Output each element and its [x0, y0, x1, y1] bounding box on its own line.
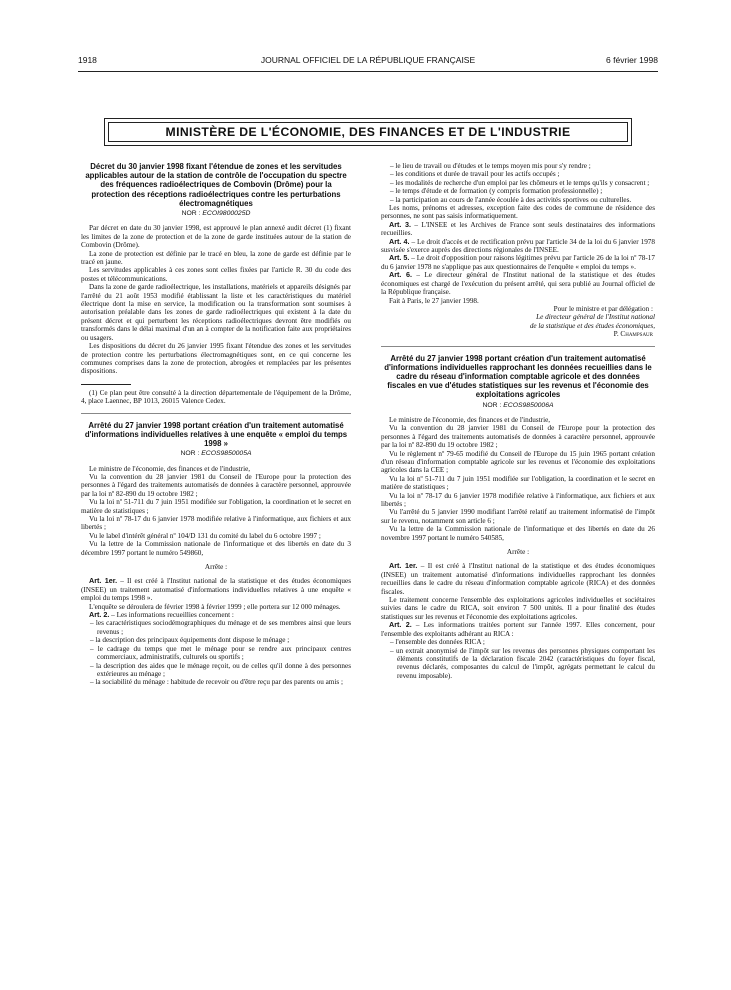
article-text: – Il est créé à l'Institut national de la statistique et des études économiques (INSEE) un traitement automatisé d'informations individuelles relatives à une enquête « emploi du temps 1998 ».: [81, 577, 351, 603]
visa: Vu la loi nº 51-711 du 7 juin 1951 modifiée sur l'obligation, la coordination et le secret en matière de statistiques ;: [381, 474, 655, 492]
visa: Vu la lettre de la Commission nationale de l'informatique et des libertés en date du 3 décembre 1997 portant le numéro 549860,: [81, 540, 351, 557]
signature-line: Pour le ministre et par délégation :: [553, 304, 653, 313]
decret-footnote: (1) Ce plan peut être consulté à la direction départementale de l'équipement de la Drôme, 4, place Laennec, BP 1013, 26015 Valence Cedex.: [81, 388, 351, 406]
article-text: – Les informations traitées portent sur l'année 1997. Elles concernent, pour l'ensemble des exploitants adhérant au RICA :: [381, 621, 655, 638]
visa: Vu la loi nº 78-17 du 6 janvier 1978 modifiée relative à l'informatique, aux fichiers et aux libertés ;: [381, 491, 655, 509]
article-1: [81, 577, 351, 602]
visa: Vu la loi nº 78-17 du 6 janvier 1978 modifiée relative à l'informatique, aux fichiers et aux libertés ;: [81, 515, 351, 532]
article-1-text2: Le traitement concerne l'ensemble des exploitations agricoles individuelles et sociétaires suivies dans le cadre du RICA, soit environ 7 500 unités. Il a pour finalité des études statistiques sur les revenus et l'économie des exploitations agricoles.: [381, 596, 655, 621]
arrete2-title: Arrêté du 27 janvier 1998 portant création d'un traitement automatisé d'informations individuelles rapprochant les données recueillies dans le cadre du réseau d'information comptable agricole et des données fiscales en vue d'études statistiques sur les revenus et l'économie des exploitations agricoles: [384, 353, 652, 400]
article-label: Art. 1er.: [89, 576, 118, 586]
article-label: Art. 6.: [389, 270, 412, 280]
article-2: [381, 621, 655, 638]
article-label: Art. 1er.: [389, 561, 418, 571]
article-5: [381, 254, 655, 271]
list-item: – la sociabilité du ménage : habitude de recevoir ou d'être reçu par des parents ou amis ;: [90, 678, 351, 686]
list-item: – l'ensemble des données RICA ;: [390, 638, 655, 646]
header-rule: [78, 71, 658, 72]
visa: Vu l'arrêté du 5 janvier 1990 modifiant l'arrêté relatif au traitement informatisé de l'impôt sur le revenu, notamment son article 6 ;: [381, 508, 655, 525]
article-text: – Les informations recueillies concernent :: [109, 611, 234, 620]
list-item: – le temps d'étude et de formation (y compris formation professionnelle) ;: [390, 187, 655, 195]
article-4: [381, 238, 655, 255]
visa: Vu la convention du 28 janvier 1981 du Conseil de l'Europe pour la protection des personnes à l'égard des traitements automatisés de données à caractère personnel, approuvée par la loi nº 82-890 du 19 octobre 1982 ;: [81, 472, 351, 498]
article-text: – L'INSEE et les Archives de France sont seuls destinataires des informations recueillies.: [381, 220, 655, 238]
article-2-after: Les noms, prénoms et adresses, exception faite des codes de commune de résidence des personnes, ne sont pas saisis informatiquement.: [381, 204, 655, 221]
article-label: Art. 2.: [89, 610, 110, 620]
signatory-name: P. Champsaur: [613, 330, 653, 339]
left-column: [81, 162, 351, 687]
article-label: Art. 2.: [389, 620, 412, 630]
article-3: [381, 221, 655, 238]
decret-paragraph: La zone de protection est définie par le tracé en bleu, la zone de garde est définie par le tracé en jaune.: [81, 249, 351, 267]
visa: Le ministre de l'économie, des finances et de l'industrie,: [389, 415, 551, 424]
decret-paragraph: Les dispositions du décret du 26 janvier 1995 fixant l'étendue des zones et les servitudes de protection contre les perturbations électromagnétiques sont, en ce qui concerne les communes comprises dans la zone de protection, abrogées et remplacées par les présentes dispositions.: [81, 342, 351, 376]
visa: Vu la lettre de la Commission nationale de l'informatique et des libertés en date du 26 novembre 1997 portant le numéro 540585,: [381, 525, 655, 542]
list-item: – un extrait anonymisé de l'impôt sur les revenus des personnes physiques comportant les éléments constitutifs de la déclaration fiscale 2042 (caractéristiques du foyer fiscal, revenus déclarés, composantes du calcul de l'impôt, agrégats permettant le calcul du revenu imposable).: [390, 647, 655, 681]
decret-paragraph: Dans la zone de garde radioélectrique, les installations, matériels et appareils désignés par l'arrêté du 21 août 1953 modifié établissant la liste et les caractéristiques du matériel électrique dont la mise en service, la modification ou la transformation sont soumises à autorisation préalable dans les zones de garde radioélectriques qui existent à la date du présent décret et qui perturbent les réceptions radioélectriques devront être modifiés ou transformés dans le délai maximal d'un an à compter de la notification faite aux propriétaires ou usagers.: [81, 283, 351, 342]
decret-paragraph: Par décret en date du 30 janvier 1998, est approuvé le plan annexé audit décret (1) fixant les limites de la zone de protection et de la zone de garde instituées autour de la station de Combovin (Drôme).: [81, 224, 351, 250]
arrete1-title: Arrêté du 27 janvier 1998 portant création d'un traitement automatisé d'informations individuelles relatives à une enquête « emploi du temps 1998 »: [84, 420, 348, 448]
article-2-list-continued: [381, 162, 655, 204]
article-text: – Le droit d'opposition pour raisons légitimes prévu par l'article 26 de la loi nº 78-17 du 6 janvier 1978 ne s'applique pas aux questionnaires de l'enquête « emploi du temps ».: [381, 254, 655, 271]
nor-label: NOR :: [181, 210, 201, 218]
article-text: – Il est créé à l'Institut national de la statistique et des études économiques (INSEE) un traitement automatisé d'informations individuelles rapprochant les données recueillies dans le cadre du réseau d'information comptable agricole (RICA) et des données fiscales.: [381, 562, 655, 596]
article-label: Art. 3.: [389, 219, 411, 229]
list-item: – les modalités de recherche d'un emploi par les chômeurs et le temps qu'ils y consacrent ;: [390, 179, 655, 187]
fait-a-paris: Fait à Paris, le 27 janvier 1998.: [389, 296, 479, 305]
nor-code: ECOI9800025D: [202, 210, 251, 218]
list-item: – les conditions et durée de travail pour les actifs occupés ;: [390, 170, 655, 178]
footnote-rule: [81, 384, 131, 385]
signature-line: de la statistique et des études économiques,: [529, 321, 655, 330]
visa: Vu le règlement nº 79-65 modifié du Conseil de l'Europe du 15 juin 1965 portant création d'un réseau d'information comptable agricole sur les revenus et l'économie des exploitations agricoles dans la CEE ;: [381, 449, 655, 475]
list-item: – la description des aides que le ménage reçoit, ou de celles qu'il donne à des personnes extérieures au ménage ;: [90, 662, 351, 679]
nor-label: NOR :: [180, 450, 200, 458]
article-1-text2: L'enquête se déroulera de février 1998 à février 1999 ; elle portera sur 12 000 ménages.: [89, 602, 341, 611]
article-label: Art. 4.: [389, 236, 410, 246]
nor-code: ECOS9850005A: [201, 450, 252, 458]
nor-code: ECOS9850006A: [503, 401, 554, 409]
visa: Vu la convention du 28 janvier 1981 du Conseil de l'Europe pour la protection des personnes à l'égard des traitements automatisés de données à caractère personnel, approuvée par la loi nº 82-890 du 19 octobre 1982 ;: [381, 424, 655, 450]
arrete-label: Arrête :: [204, 563, 228, 572]
list-item: – les caractéristiques sociodémographiques du ménage et de ses membres ainsi que leurs revenus ;: [90, 619, 351, 636]
decret-nor: [81, 210, 351, 218]
arrete1-nor: [81, 450, 351, 458]
signature-line: Le directeur général de l'Institut national: [536, 313, 655, 322]
ministry-title: MINISTÈRE DE L'ÉCONOMIE, DES FINANCES ET DE L'INDUSTRIE: [165, 125, 571, 139]
article-2-list: [381, 638, 655, 680]
list-item: – la description des principaux équipements dont dispose le ménage ;: [90, 636, 351, 644]
list-item: – le lieu de travail ou d'études et le temps moyen mis pour s'y rendre ;: [390, 162, 655, 170]
visa: Le ministre de l'économie, des finances et de l'industrie,: [89, 464, 251, 473]
page-number: 1918: [78, 55, 97, 65]
issue-date: 6 février 1998: [606, 55, 658, 65]
arrete-label: Arrête :: [506, 548, 530, 557]
article-1: [381, 562, 655, 596]
visa: Vu la loi nº 51-711 du 7 juin 1951 modifiée sur l'obligation, la coordination et le secret en matière de statistiques ;: [81, 498, 351, 515]
article-text: – Le droit d'accès et de rectification prévu par l'article 34 de la loi du 6 janvier 1978 susvisée s'exerce auprès des directions régionales de l'INSEE.: [381, 237, 655, 255]
list-item: – la participation au cours de l'année écoulée à des activités sportives ou culturelles.: [390, 196, 655, 204]
section-separator: [381, 346, 655, 347]
section-separator: [81, 413, 351, 414]
journal-title: JOURNAL OFFICIEL DE LA RÉPUBLIQUE FRANÇAISE: [260, 55, 476, 65]
right-column: [381, 162, 655, 680]
ministry-box: [104, 118, 632, 146]
article-6: [381, 271, 655, 296]
article-2: [81, 611, 351, 619]
decret-paragraph: Les servitudes applicables à ces zones sont celles fixées par l'article R. 30 du code des postes et télécommunications.: [81, 266, 351, 283]
arrete2-nor: [381, 402, 655, 410]
decret-title: Décret du 30 janvier 1998 fixant l'étendue de zones et les servitudes applicables autour de la station de contrôle de l'occupation du spectre des fréquences radioélectriques de Combovin (Drôme) pour la protection des réceptions radioélectriques contre les perturbations électromagnétiques: [85, 162, 347, 208]
nor-label: NOR :: [482, 401, 502, 409]
article-text: – Le directeur général de l'Institut national de la statistique et des études économiques est chargé de l'exécution du présent arrêté, qui sera publié au Journal officiel de la République française.: [381, 271, 655, 297]
list-item: – le cadrage du temps que met le ménage pour se rendre aux principaux centres commerciaux, administratifs, culturels ou sportifs ;: [90, 645, 351, 662]
article-label: Art. 5.: [389, 253, 410, 263]
article-2-list: [81, 619, 351, 686]
running-header: [78, 55, 658, 69]
visa: Vu le label d'intérêt général nº 104/D 131 du comité du label du 6 octobre 1997 ;: [89, 531, 321, 540]
